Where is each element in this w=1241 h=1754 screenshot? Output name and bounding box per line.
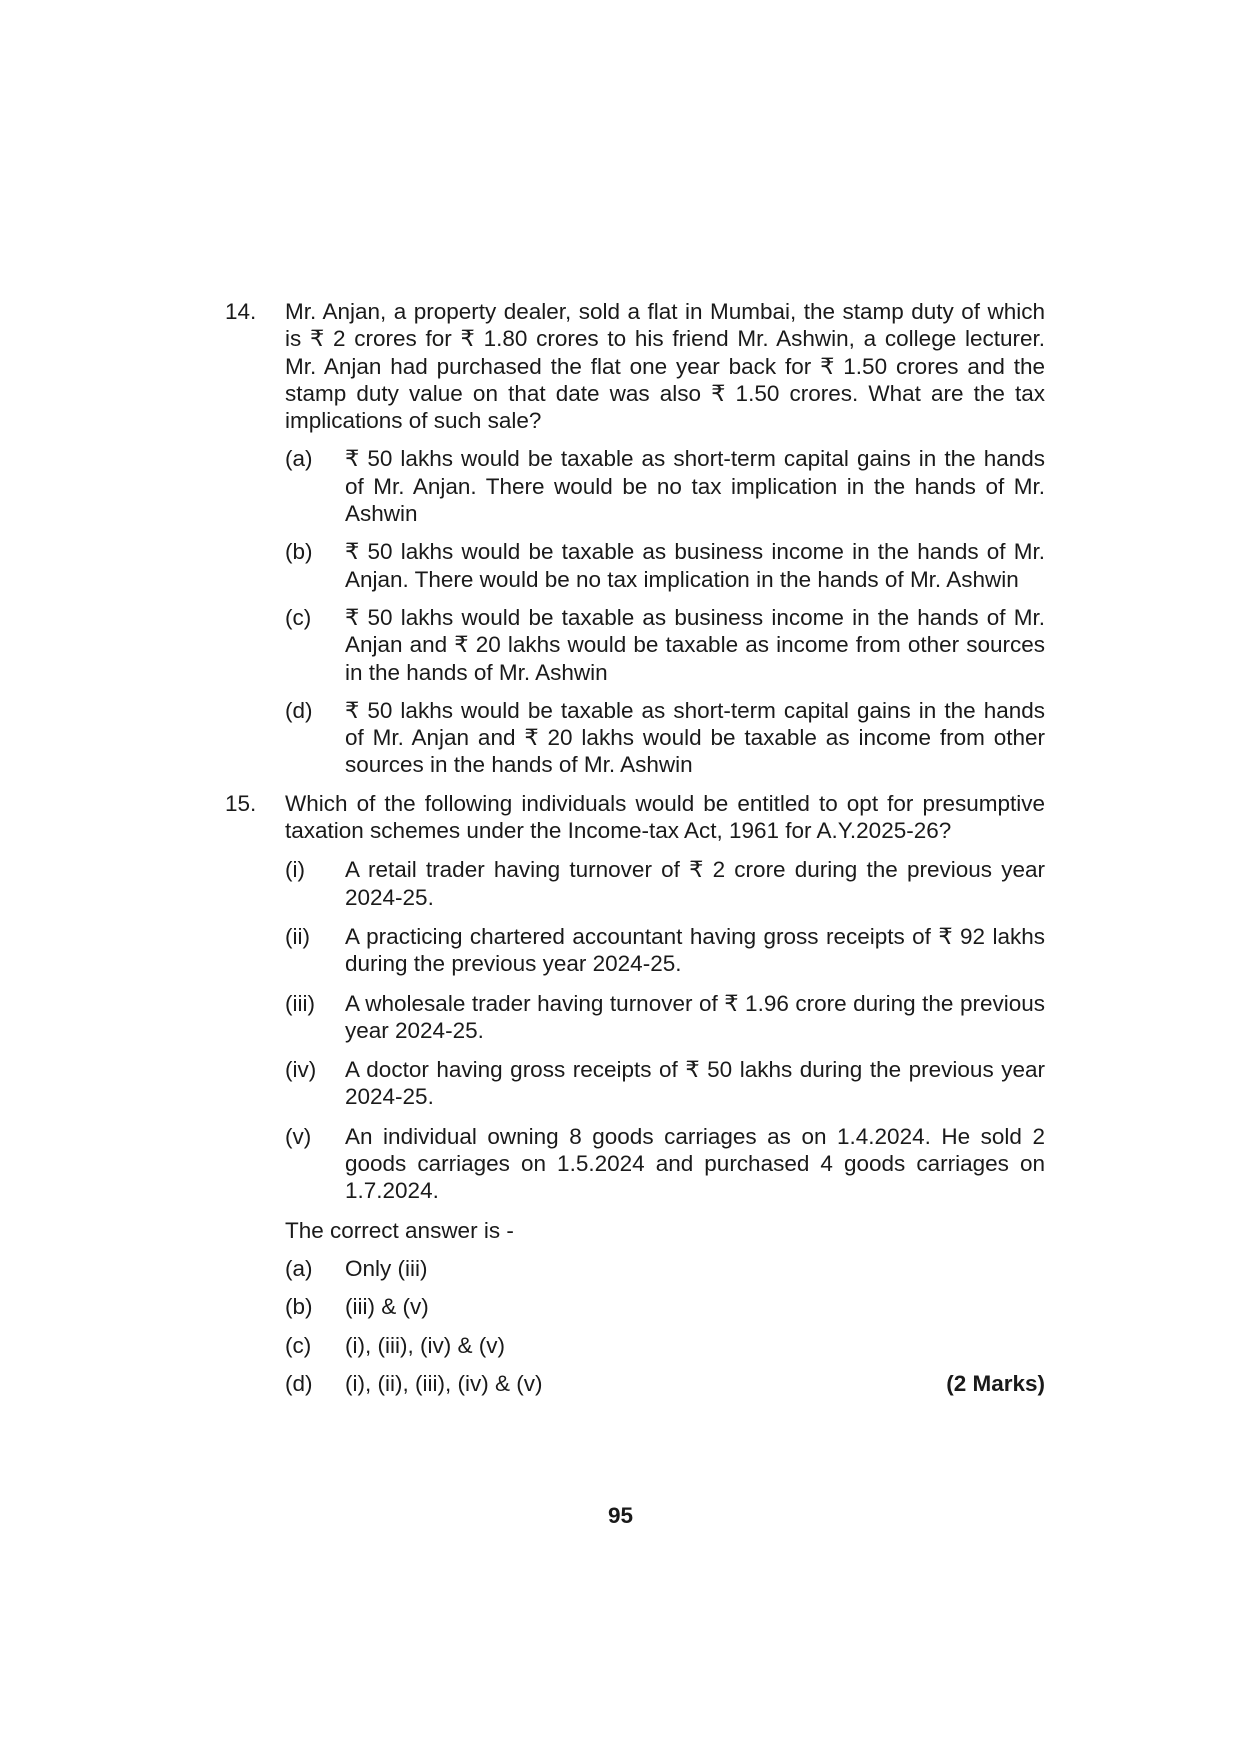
option-label: (c) bbox=[285, 1332, 312, 1358]
option-c bbox=[285, 1332, 1045, 1359]
option-text: (iii) & (v) bbox=[345, 1294, 429, 1320]
option-c bbox=[285, 604, 1045, 686]
statement-text: A practicing chartered accountant having gross receipts of ₹ 92 lakhs during the previous year 2024-25. bbox=[345, 923, 1045, 977]
option-a bbox=[285, 1255, 1045, 1282]
question-14 bbox=[225, 298, 1045, 779]
statement-iv bbox=[285, 1056, 1045, 1111]
statement-label: (i) bbox=[285, 857, 305, 883]
statement-label: (v) bbox=[285, 1123, 312, 1149]
question-number: 14. bbox=[225, 299, 257, 324]
marks-label: (2 Marks) bbox=[946, 1370, 1045, 1396]
option-d bbox=[285, 697, 1045, 779]
option-label: (c) bbox=[285, 604, 312, 630]
statement-text: A retail trader having turnover of ₹ 2 crore during the previous year 2024-25. bbox=[345, 857, 1045, 910]
page-number: 95 bbox=[607, 1503, 634, 1528]
statement-label: (ii) bbox=[285, 923, 310, 949]
statement-v bbox=[285, 1123, 1045, 1205]
statement-text: A wholesale trader having turnover of ₹ 1.96 crore during the previous year 2024-25. bbox=[345, 990, 1045, 1043]
option-text: ₹ 50 lakhs would be taxable as business income in the hands of Mr. Anjan. There would be no tax implication in the hands of Mr. Ashwin bbox=[345, 539, 1045, 592]
option-label: (b) bbox=[285, 539, 313, 565]
statement-ii bbox=[285, 923, 1045, 978]
statement-i bbox=[285, 856, 1045, 911]
option-text: (i), (ii), (iii), (iv) & (v) bbox=[345, 1370, 543, 1396]
question-number: 15. bbox=[225, 790, 257, 816]
option-b bbox=[285, 538, 1045, 593]
statement-label: (iii) bbox=[285, 990, 315, 1016]
option-text: ₹ 50 lakhs would be taxable as business income in the hands of Mr. Anjan and ₹ 20 lakhs would be taxable as income from other sources in the hands of Mr. Ashwin bbox=[345, 604, 1045, 685]
page-content bbox=[225, 298, 1045, 1397]
question-text: Which of the following individuals would be entitled to opt for presumptive taxation schemes under the Income-tax Act, 1961 for A.Y.2025-26? bbox=[285, 790, 1045, 844]
option-row bbox=[345, 1370, 1045, 1397]
option-text: (i), (iii), (iv) & (v) bbox=[345, 1332, 505, 1358]
option-a bbox=[285, 445, 1045, 527]
statement-text: An individual owning 8 goods carriages as on 1.4.2024. He sold 2 goods carriages on 1.5.2024 and purchased 4 goods carriages on 1.7.2024. bbox=[345, 1123, 1045, 1204]
question-text: Mr. Anjan, a property dealer, sold a flat in Mumbai, the stamp duty of which is ₹ 2 crores for ₹ 1.80 crores to his friend Mr. Ashwin, a college lecturer. Mr. Anjan had purchased the flat one year back for ₹ 1.50 crores and the stamp duty value on that date was also ₹ 1.50 crores. What are the tax implications of such sale? bbox=[285, 299, 1045, 434]
option-label: (a) bbox=[285, 446, 313, 472]
statement-label: (iv) bbox=[285, 1057, 317, 1083]
option-d bbox=[285, 1370, 1045, 1397]
option-label: (a) bbox=[285, 1255, 313, 1281]
option-text: Only (iii) bbox=[345, 1255, 428, 1281]
option-b bbox=[285, 1293, 1045, 1320]
statement-text: A doctor having gross receipts of ₹ 50 lakhs during the previous year 2024-25. bbox=[345, 1057, 1045, 1110]
statement-iii bbox=[285, 990, 1045, 1045]
answer-prompt: The correct answer is - bbox=[285, 1217, 514, 1243]
option-label: (d) bbox=[285, 1370, 313, 1396]
option-text: ₹ 50 lakhs would be taxable as short-term capital gains in the hands of Mr. Anjan and ₹ 20 lakhs would be taxable as income from other sources in the hands of Mr. Ashwin bbox=[345, 697, 1045, 778]
question-15 bbox=[225, 790, 1045, 1397]
option-label: (d) bbox=[285, 697, 313, 723]
option-text: ₹ 50 lakhs would be taxable as short-term capital gains in the hands of Mr. Anjan. There would be no tax implication in the hands of Mr. Ashwin bbox=[345, 446, 1045, 527]
option-label: (b) bbox=[285, 1294, 313, 1320]
